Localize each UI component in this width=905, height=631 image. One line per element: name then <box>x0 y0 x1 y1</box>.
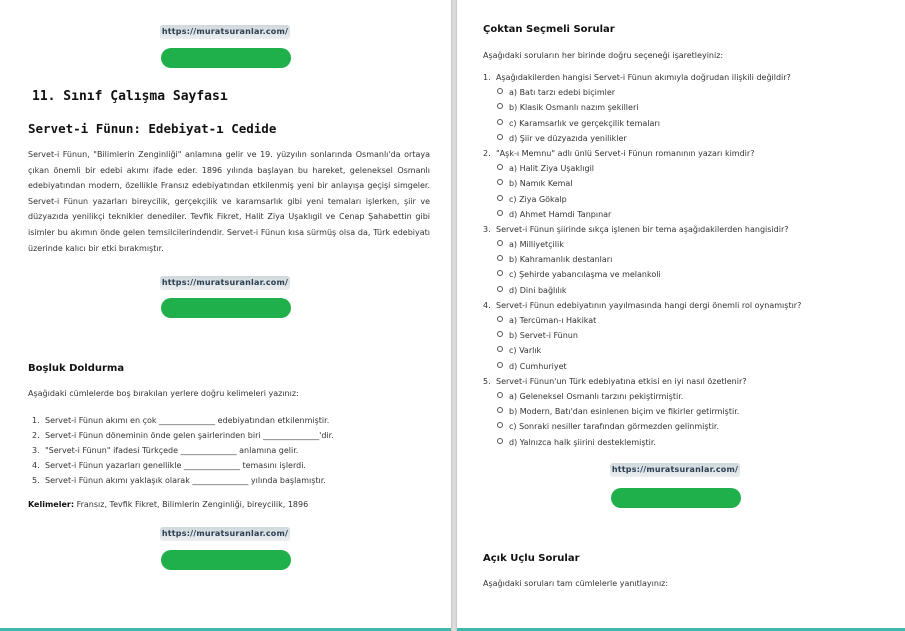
open-questions-heading: Açık Uçlu Sorular <box>483 553 580 564</box>
fill-blank-item <box>32 413 334 428</box>
option-text: d) Yalnızca halk şiirini desteklemiştir. <box>509 437 656 447</box>
fill-blank-item <box>32 473 334 488</box>
mc-question <box>483 374 893 389</box>
item-text: Servet-i Fünun döneminin önde gelen şairlerinden biri ______________'dir. <box>45 431 334 440</box>
question-text: Servet-i Fünun'un Türk edebiyatına etkisi en iyi nasıl özetlenir? <box>496 376 747 386</box>
fill-blank-instruction: Aşağıdaki cümlelerde boş bırakılan yerlere doğru kelimeleri yazınız: <box>28 389 299 398</box>
radio-circle-icon[interactable] <box>497 270 503 276</box>
question-text: Aşağıdakilerden hangisi Servet-i Fünun akımıyla doğrudan ilişkili değildir? <box>496 73 791 82</box>
mc-instruction: Aşağıdaki soruların her birinde doğru seçeneği işaretleyiniz: <box>483 51 724 60</box>
option-text: d) Dini bağlılık <box>509 285 567 295</box>
item-number: 1. <box>32 416 40 425</box>
mc-option[interactable] <box>483 100 893 115</box>
radio-circle-icon[interactable] <box>497 210 503 216</box>
option-text: a) Halit Ziya Uşaklıgil <box>509 164 595 174</box>
radio-circle-icon[interactable] <box>497 164 503 170</box>
mc-option[interactable] <box>483 419 893 434</box>
mc-option[interactable] <box>483 161 893 176</box>
option-text: b) Klasik Osmanlı nazım şekilleri <box>509 103 639 113</box>
radio-circle-icon[interactable] <box>497 346 503 352</box>
mc-option[interactable] <box>483 192 893 207</box>
radio-circle-icon[interactable] <box>497 331 503 337</box>
option-text: d) Cumhuriyet <box>509 361 567 371</box>
page-title: 11. Sınıf Çalışma Sayfası <box>32 89 228 104</box>
keywords-text: Fransız, Tevfik Fikret, Bilimlerin Zenginliği, bireycilik, 1896 <box>74 500 309 509</box>
green-action-button[interactable] <box>161 298 291 318</box>
item-text: Servet-i Fünun akımı en çok ______________ edebiyatından etkilenmiştir. <box>45 416 330 425</box>
radio-circle-icon[interactable] <box>497 422 503 428</box>
mc-option[interactable] <box>483 343 893 358</box>
mc-option[interactable] <box>483 252 893 267</box>
question-text: Servet-i Fünun şiirinde sıkça işlenen bir tema aşağıdakilerden hangisidir? <box>496 224 789 234</box>
mc-question-list <box>483 70 893 450</box>
mc-option[interactable] <box>483 237 893 252</box>
question-text: Servet-i Fünun edebiyatının yayılmasında hangi dergi önemli rol oynamıştır? <box>496 300 802 310</box>
mc-option[interactable] <box>483 389 893 404</box>
option-text: c) Ziya Gökalp <box>509 194 567 204</box>
left-page <box>0 0 451 631</box>
mc-option[interactable] <box>483 176 893 191</box>
question-text: "Aşk-ı Memnu" adlı ünlü Servet-i Fünun romanının yazarı kimdir? <box>496 148 755 158</box>
radio-circle-icon[interactable] <box>497 134 503 140</box>
option-text: a) Batı tarzı edebi biçimler <box>509 88 616 98</box>
green-action-button[interactable] <box>161 550 291 570</box>
fill-blank-item <box>32 458 334 473</box>
intro-paragraph: Servet-i Fünun, "Bilimlerin Zenginliği" anlamına gelir ve 19. yüzyılın sonlarında Osmanlı'da ortaya çıkan önemli bir edebi akımı ifade eder. 1896 yılında başlayan bu hareket, geleneksel Osmanlı edebiyatından modern, özellikle Fransız edebiyatından etkilenmiş yeni bir anlayışa geçişi simgeler. Servet-i Fünun yazarları bireycilik, gerçekçilik ve karamsarlık gibi yeni temaları işlerken, şiir ve düzyazıda yenilikçi teknikler denediler. Tevfik Fikret, Halit Ziya Uşaklıgil ve Cenap Şahabettin gibi isimler bu akımın önde gelen temsilcilerindendir. Servet-i Fünun kısa sürmüş olsa da, Türk edebiyatı üzerinde kalıcı bir etki bırakmıştır. <box>28 150 430 253</box>
mc-option[interactable] <box>483 207 893 222</box>
fill-blank-item <box>32 428 334 443</box>
fill-blank-heading: Boşluk Doldurma <box>28 363 125 374</box>
question-number: 4. <box>483 300 491 310</box>
option-text: b) Kahramanlık destanları <box>509 255 613 265</box>
mc-question <box>483 70 893 85</box>
radio-circle-icon[interactable] <box>497 392 503 398</box>
keywords-line <box>28 500 308 509</box>
radio-circle-icon[interactable] <box>497 88 503 94</box>
radio-circle-icon[interactable] <box>497 407 503 413</box>
mc-option[interactable] <box>483 116 893 131</box>
option-text: c) Karamsarlık ve gerçekçilik temaları <box>509 118 660 128</box>
topic-title: Servet-i Fünun: Edebiyat-ı Cedide <box>28 121 277 136</box>
green-action-button[interactable] <box>161 48 291 68</box>
option-text: a) Milliyetçilik <box>509 240 564 250</box>
radio-circle-icon[interactable] <box>497 362 503 368</box>
radio-circle-icon[interactable] <box>497 316 503 322</box>
question-number: 2. <box>483 148 491 158</box>
watermark-link[interactable]: https://muratsuranlar.com/ <box>160 25 290 39</box>
right-page <box>457 0 905 631</box>
option-text: b) Modern, Batı'dan esinlenen biçim ve fikirler getirmiştir. <box>509 407 740 417</box>
radio-circle-icon[interactable] <box>497 255 503 261</box>
watermark-link[interactable]: https://muratsuranlar.com/ <box>160 527 290 541</box>
open-questions-instruction: Aşağıdaki soruları tam cümlelerle yanıtlayınız: <box>483 579 669 588</box>
fill-blank-item <box>32 443 334 458</box>
option-text: d) Ahmet Hamdi Tanpınar <box>509 209 612 219</box>
fill-blank-list <box>32 413 334 488</box>
item-text: Servet-i Fünun yazarları genellikle ______________ temasını işlerdi. <box>45 461 306 470</box>
question-number: 1. <box>483 73 491 82</box>
question-number: 5. <box>483 376 491 386</box>
watermark-link[interactable]: https://muratsuranlar.com/ <box>610 463 740 477</box>
radio-circle-icon[interactable] <box>497 240 503 246</box>
mc-heading: Çoktan Seçmeli Sorular <box>483 24 615 35</box>
radio-circle-icon[interactable] <box>497 195 503 201</box>
option-text: b) Servet-i Fünun <box>509 331 578 341</box>
option-text: c) Varlık <box>509 346 542 356</box>
keywords-label: Kelimeler: <box>28 500 75 509</box>
item-number: 4. <box>32 461 40 470</box>
mc-option[interactable] <box>483 435 893 450</box>
radio-circle-icon[interactable] <box>497 438 503 444</box>
item-number: 2. <box>32 431 40 440</box>
option-text: a) Tercüman-ı Hakikat <box>509 316 597 325</box>
option-text: c) Sonraki nesiller tarafından görmezden gelinmiştir. <box>509 422 720 432</box>
question-number: 3. <box>483 224 491 234</box>
option-text: b) Namık Kemal <box>509 179 573 189</box>
mc-option[interactable] <box>483 131 893 146</box>
mc-question <box>483 222 893 237</box>
mc-option[interactable] <box>483 404 893 419</box>
item-number: 5. <box>32 476 40 485</box>
mc-option[interactable] <box>483 328 893 343</box>
green-action-button[interactable] <box>611 488 741 508</box>
option-text: a) Geleneksel Osmanlı tarzını pekiştirmiştir. <box>509 391 684 401</box>
mc-question <box>483 298 893 313</box>
mc-option[interactable] <box>483 267 893 282</box>
mc-option[interactable] <box>483 313 893 328</box>
mc-option[interactable] <box>483 359 893 374</box>
radio-circle-icon[interactable] <box>497 119 503 125</box>
radio-circle-icon[interactable] <box>497 103 503 109</box>
mc-question <box>483 146 893 161</box>
option-text: c) Şehirde yabancılaşma ve melankoli <box>509 270 661 280</box>
mc-option[interactable] <box>483 283 893 298</box>
radio-circle-icon[interactable] <box>497 286 503 292</box>
option-text: d) Şiir ve düzyazıda yenilikler <box>509 133 627 143</box>
mc-option[interactable] <box>483 85 893 100</box>
item-text: "Servet-i Fünun" ifadesi Türkçede ______________ anlamına gelir. <box>45 446 299 455</box>
item-number: 3. <box>32 446 40 455</box>
watermark-link[interactable]: https://muratsuranlar.com/ <box>160 276 290 290</box>
radio-circle-icon[interactable] <box>497 179 503 185</box>
item-text: Servet-i Fünun akımı yaklaşık olarak ______________ yılında başlamıştır. <box>45 476 326 485</box>
